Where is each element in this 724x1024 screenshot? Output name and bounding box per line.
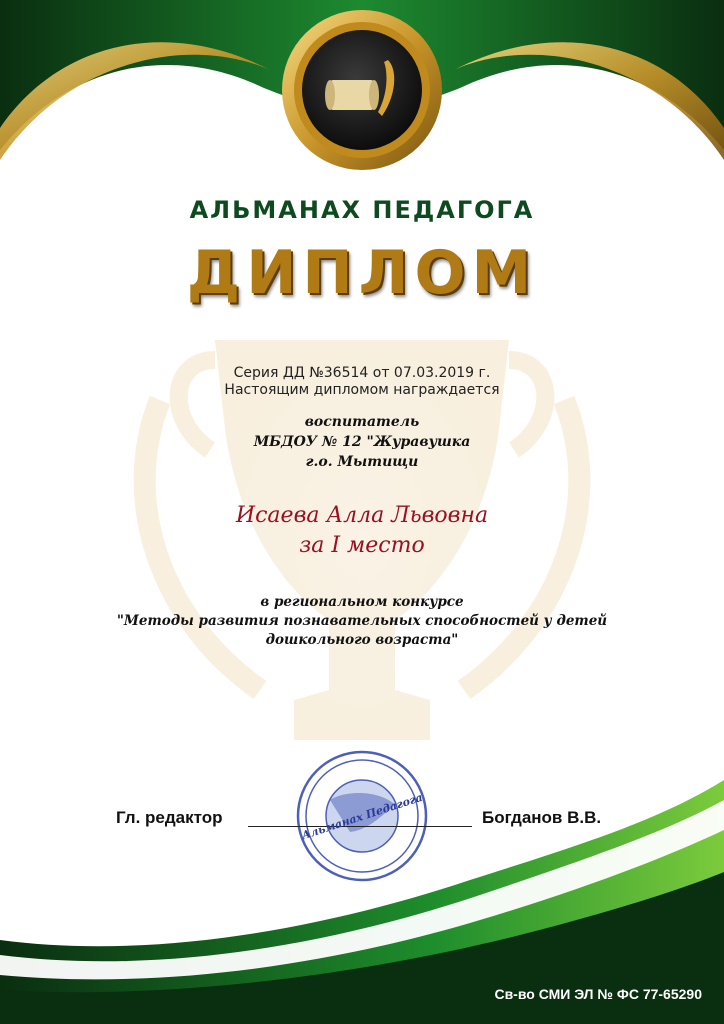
contest-line-1: в региональном конкурсе xyxy=(260,594,464,610)
document-title: ДИПЛОМ xyxy=(186,238,538,308)
recipient-city: г.о. Мытищи xyxy=(305,454,419,470)
recipient-institution: МБДОУ № 12 "Журавушка xyxy=(253,434,471,450)
contest-details xyxy=(0,593,724,650)
seal-center-text: Альманах Педагога xyxy=(300,790,425,843)
organization-name: АЛЬМАНАХ ПЕДАГОГА xyxy=(189,196,535,224)
intro-text: Настоящим дипломом награждается xyxy=(224,382,500,398)
signature-name: Богданов В.В. xyxy=(482,808,602,827)
recipient-position: воспитатель xyxy=(304,414,420,430)
contest-line-3: дошкольного возраста" xyxy=(265,632,459,648)
recipient-details xyxy=(0,412,724,472)
recipient-name: Исаева Алла Львовна xyxy=(235,503,489,528)
award-place: за I место xyxy=(299,533,425,558)
signature-label: Гл. редактор xyxy=(116,808,223,827)
official-seal xyxy=(298,752,426,880)
media-license: Св-во СМИ ЭЛ № ФС 77-65290 xyxy=(494,986,702,1002)
series-number: Серия ДД №36514 от 07.03.2019 г. xyxy=(233,365,491,381)
contest-line-2: "Методы развития познавательных способностей у детей xyxy=(116,613,608,629)
